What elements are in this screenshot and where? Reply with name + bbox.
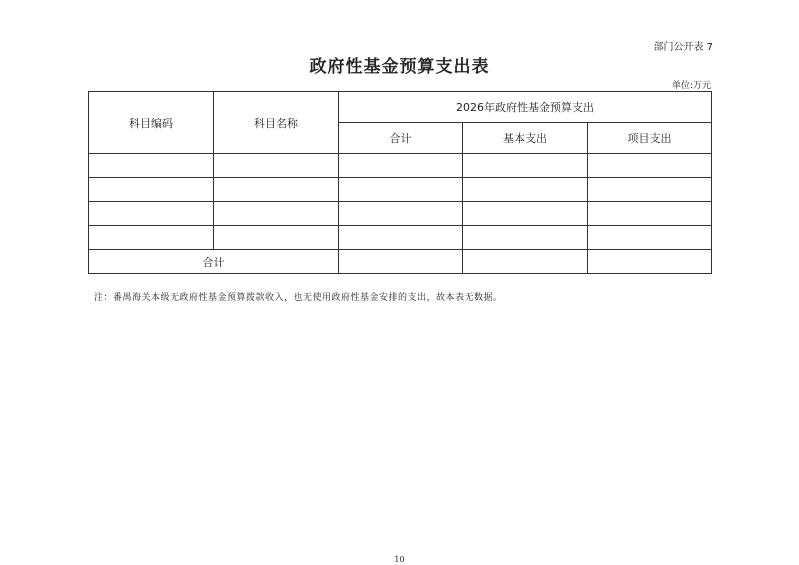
table-row <box>89 178 712 202</box>
cell-name <box>214 202 339 226</box>
table-note: 注：番禺海关本级无政府性基金预算拨款收入，也无使用政府性基金安排的支出，故本表无数据。 <box>94 293 503 303</box>
cell-code <box>89 154 214 178</box>
total-cell-project <box>588 250 712 274</box>
table-row <box>89 202 712 226</box>
cell-total <box>339 154 463 178</box>
cell-total <box>339 226 463 250</box>
sub-project-header: 项目支出 <box>588 123 712 154</box>
cell-total <box>339 202 463 226</box>
group-header: 2026年政府性基金预算支出 <box>339 92 712 123</box>
cell-code <box>89 226 214 250</box>
header-row <box>89 92 712 123</box>
cell-name <box>214 226 339 250</box>
page-title: 政府性基金预算支出表 <box>309 57 490 77</box>
cell-basic <box>463 154 588 178</box>
unit-label: 单位:万元 <box>671 81 711 91</box>
page-number: 10 <box>394 555 405 564</box>
cell-project <box>588 202 712 226</box>
cell-basic <box>463 226 588 250</box>
cell-basic <box>463 178 588 202</box>
cell-total <box>339 178 463 202</box>
total-row <box>89 250 712 274</box>
cell-code <box>89 178 214 202</box>
cell-project <box>588 226 712 250</box>
cell-basic <box>463 202 588 226</box>
cell-name <box>214 178 339 202</box>
cell-project <box>588 178 712 202</box>
col-name-header: 科目名称 <box>214 92 339 154</box>
sub-total-header: 合计 <box>339 123 463 154</box>
col-code-header: 科目编码 <box>89 92 214 154</box>
cell-code <box>89 202 214 226</box>
total-cell-basic <box>463 250 588 274</box>
cell-name <box>214 154 339 178</box>
sub-basic-header: 基本支出 <box>463 123 588 154</box>
table-row <box>89 154 712 178</box>
total-cell-total <box>339 250 463 274</box>
cell-project <box>588 154 712 178</box>
doc-label: 部门公开表 7 <box>653 42 713 53</box>
total-row-label: 合计 <box>89 250 339 274</box>
budget-table <box>88 91 712 274</box>
table-row <box>89 226 712 250</box>
